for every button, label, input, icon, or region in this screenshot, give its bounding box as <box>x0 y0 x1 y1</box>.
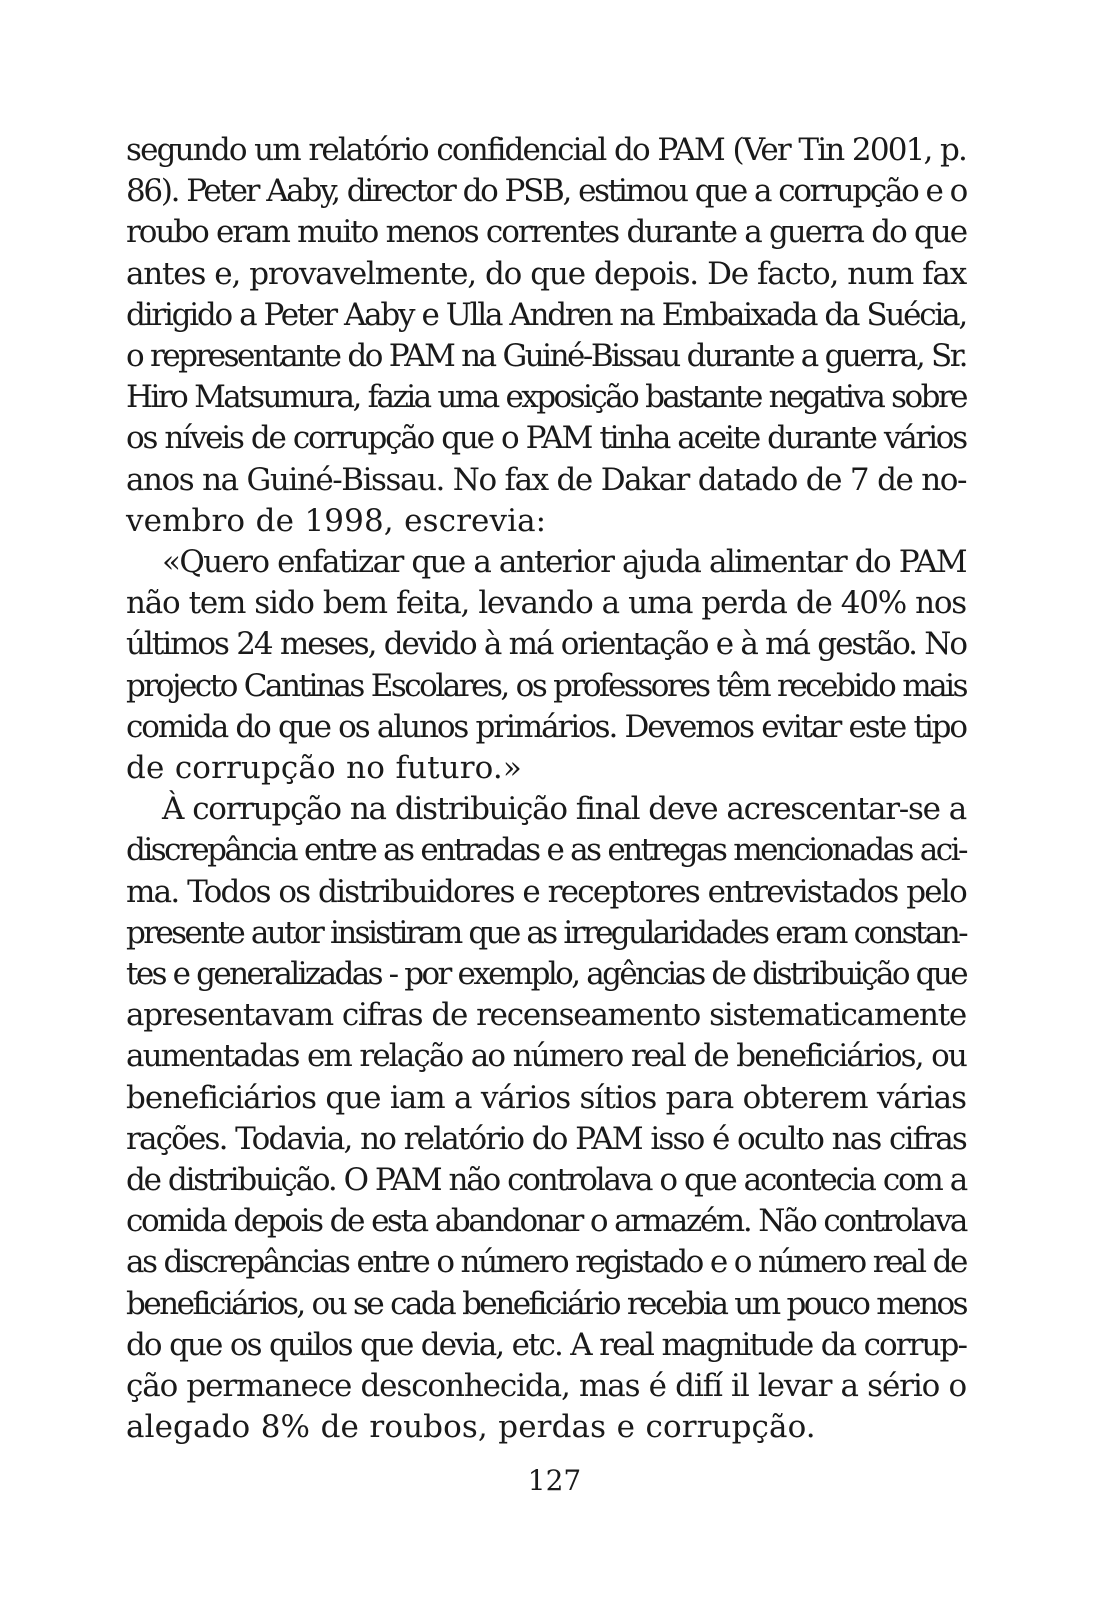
text-line: presente autor insistiram que as irregularidades eram constan- <box>126 914 967 951</box>
body-text <box>126 130 966 1449</box>
text-line: ma. Todos os distribuidores e receptores entrevistados pelo <box>126 873 966 910</box>
text-line: de distribuição. O PAM não controlava o que acontecia com a <box>126 1162 966 1199</box>
text-line: segundo um relatório confidencial do PAM (Ver Tin 2001, p. <box>126 132 966 168</box>
text-line: últimos 24 meses, devido à má orientação e à má gestão. No <box>126 626 966 663</box>
text-line: comida do que os alunos primários. Devemos evitar este tipo <box>126 708 966 745</box>
text-line: alegado 8% de roubos, perdas e corrupção. <box>126 1409 816 1446</box>
text-line: projecto Cantinas Escolares, os professores têm recebido mais <box>126 667 966 704</box>
text-line: comida depois de esta abandonar o armazém. Não controlava <box>126 1203 966 1240</box>
text-line: anos na Guiné-Bissau. No fax de Dakar datado de 7 de no- <box>126 461 966 498</box>
text-line: rações. Todavia, no relatório do PAM isso é oculto nas cifras <box>126 1120 966 1157</box>
page-number: 127 <box>527 1464 582 1497</box>
text-line: vembro de 1998, escrevia: <box>126 502 547 539</box>
text-line: aumentadas em relação ao número real de beneficiários, ou <box>126 1038 967 1075</box>
text-line: ção permanece desconhecida, mas é difí il levar a sério o <box>126 1368 966 1405</box>
text-line: tes e generalizadas - por exemplo, agências de distribuição que <box>126 956 966 993</box>
text-line: beneficiários que iam a vários sítios para obterem várias <box>126 1079 966 1116</box>
text-line: não tem sido bem feita, levando a uma perda de 40% nos <box>126 585 966 622</box>
text-line: dirigido a Peter Aaby e Ulla Andren na Embaixada da Suécia, <box>126 296 966 333</box>
text-line: antes e, provavelmente, do que depois. De facto, num fax <box>126 255 966 292</box>
text-line: Hiro Matsumura, fazia uma exposição bastante negativa sobre <box>126 379 966 416</box>
text-line: de corrupção no futuro.» <box>126 750 522 787</box>
text-line: «Quero enfatizar que a anterior ajuda alimentar do PAM <box>162 544 966 581</box>
text-line: 86). Peter Aaby, director do PSB, estimou que a corrupção e o <box>126 173 966 210</box>
text-line: do que os quilos que devia, etc. A real magnitude da corrup- <box>126 1326 966 1363</box>
text-line: discrepância entre as entradas e as entregas mencionadas aci- <box>126 832 966 869</box>
text-line: roubo eram muito menos correntes durante a guerra do que <box>126 214 966 251</box>
text-line: À corrupção na distribuição final deve acrescentar-se a <box>162 791 966 828</box>
text-line: apresentavam cifras de recenseamento sistematicamente <box>126 997 966 1034</box>
text-line: as discrepâncias entre o número registado e o número real de <box>126 1244 966 1281</box>
text-line: os níveis de corrupção que o PAM tinha aceite durante vários <box>126 420 966 457</box>
text-line: o representante do PAM na Guiné-Bissau durante a guerra, Sr. <box>126 338 966 375</box>
text-line: beneficiários, ou se cada beneficiário recebia um pouco menos <box>126 1285 966 1322</box>
